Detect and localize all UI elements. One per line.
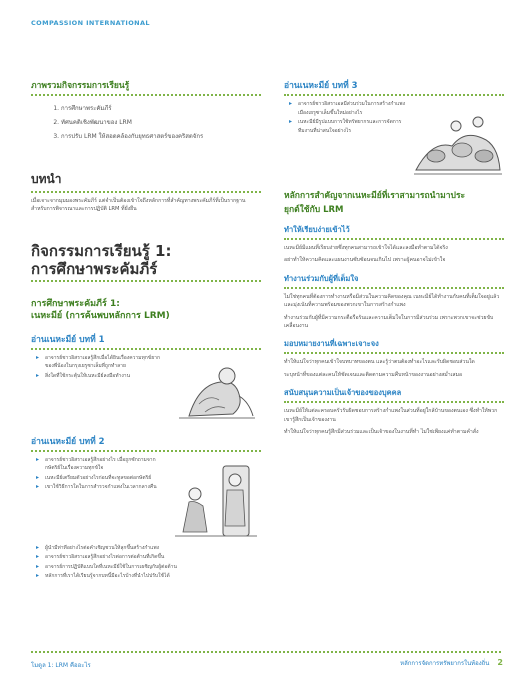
brand-header: COMPASSION INTERNATIONAL bbox=[31, 19, 150, 27]
footer-document-title: หลักการจัดการทรัพยากรในท้องถิ่น bbox=[400, 660, 490, 667]
section-divider bbox=[31, 94, 261, 96]
principle-text: เนหะมีย์ให้แต่ละครอบครัวรับผิดชอบการสร้างกำแพงในส่วนที่อยู่ใกล้บ้านของตนเอง ซึ่งทำให้พวกเขารู้สึกเป็นเจ้าของงาน bbox=[284, 408, 498, 423]
intro-text: เมื่อเจาะจากมุมมองพระคัมภีร์ แต่จำเป็นต้องเข้าใจถึงหลักการที่สำคัญทางพระคัมภีร์ที่เป็นรากฐานสำหรับการพิจารณาและการปฏิบัติ LRM ที่ยั่งยืน bbox=[31, 198, 246, 213]
objective-item: 2. ทัศนคติเชิงพัฒนาของ LRM bbox=[61, 116, 261, 130]
objectives-title: ภาพรวมกิจกรรมการเรียนรู้ bbox=[31, 81, 130, 91]
bible-study-title-line: การศึกษาพระคัมภีร์ 1: bbox=[31, 298, 120, 309]
section-divider bbox=[31, 450, 261, 452]
neh3-block bbox=[284, 100, 504, 180]
principles-title-line: ยุกต์ใช้กับ LRM bbox=[284, 205, 344, 215]
activity-title-line: กิจกรรมการเรียนรู้ 1: bbox=[31, 241, 172, 260]
neh1-title: อ่านเนหะมีย์ บทที่ 1 bbox=[31, 334, 105, 345]
section-divider bbox=[31, 191, 261, 193]
principle-text: เนหะมีย์มีแผนที่เรียบง่ายซึ่งทุกคนสามารถเข้าใจได้และลงมือทำตามได้จริง bbox=[284, 245, 448, 251]
intro-title: บทนำ bbox=[31, 172, 62, 186]
principle-text: ทำให้แน่ใจว่าทุกคนเข้าใจบทบาทของตน และรู้ว่าตนต้องทำอะไรและรับผิดชอบส่วนใด bbox=[284, 359, 475, 366]
section-divider bbox=[284, 238, 504, 240]
principles-title bbox=[284, 188, 504, 216]
neh2-questions-more bbox=[31, 544, 261, 581]
right-column bbox=[284, 78, 504, 436]
section-divider bbox=[284, 94, 504, 96]
neh1-block bbox=[31, 354, 261, 424]
section-divider bbox=[284, 401, 504, 403]
question-item: ▸ เนหะมีย์มีรูปแบบการใช้ทรัพยากรและการจัดการทีมงานที่น่าสนใจอย่างไร bbox=[298, 118, 406, 135]
section-divider bbox=[31, 280, 261, 282]
principle-text: ไม่ใช่ทุกคนที่ต้องการทำงานหรือมีส่วนในความคิดของคุณ เนหะมีย์ได้ทำงานกับคนที่เต็มใจอยู่แล้ว และมุ่งเน้นที่ความพร้อมของพวกเขาในการสร้างกำแพง bbox=[284, 293, 500, 309]
question-item: ▸ อาจารย์ชาวอิสราเอลรู้สึกอย่างไร เมื่อถูกซักถามจากกษัตริย์ในเรื่องความทุกข์ใจ bbox=[45, 456, 163, 473]
activity-title-line: การศึกษาพระคัมภีร์ bbox=[31, 259, 158, 278]
activity-title bbox=[31, 242, 261, 278]
principle-title: ทำงานร่วมกับผู้ที่เต็มใจ bbox=[284, 273, 359, 283]
question-item: ▸ อาจารย์ชาวอิสราเอลรู้สึกเมื่อได้ยินเรื่องความทุกข์ยากของพี่น้องในกรุงเยรูซาเล็มที่ถูกทำลาย bbox=[45, 354, 163, 371]
neh2-block bbox=[31, 456, 261, 544]
footer-module-label: โมดูล 1: LRM คืออะไร bbox=[31, 662, 91, 669]
bible-study-title-line: เนหะมีย์ (การค้นพบหลักการ LRM) bbox=[31, 310, 170, 321]
principle-text: อย่าทำให้ความคิดและแผนงานซับซ้อนจนเกินไป เพราะผู้คนอาจไม่เข้าใจ bbox=[284, 257, 446, 264]
principle-title: สนับสนุนความเป็นเจ้าของของบุคคล bbox=[284, 388, 402, 398]
principle-text: ทำงานร่วมกับผู้ที่มีความกระตือรือร้นและความเต็มใจในการมีส่วนร่วม เพราะพวกเขาจะช่วยขับเคลื่อนงาน bbox=[284, 314, 494, 330]
objective-item: 3. การปรับ LRM ให้สอดคล้องกับยุทธศาสตร์ของคริสตจักร bbox=[61, 130, 261, 144]
question-item: ▸ อาจารย์ชาวอิสราเอลรู้สึกอย่างไรต่อการต่อต้านที่เกิดขึ้น bbox=[45, 553, 261, 562]
question-item: ▸ เขาใช้วิธีการใดในการสำรวจกำแพงในเวลากลางคืน bbox=[45, 483, 163, 492]
section-divider bbox=[284, 287, 504, 289]
neh2-questions bbox=[31, 456, 163, 544]
question-item: ▸ สิ่งใดที่ใช้กระตุ้นให้เนหะมีย์ลงมือทำงาน bbox=[45, 372, 163, 381]
left-column bbox=[31, 78, 261, 582]
question-item: ▸ หลักการที่เราได้เรียนรู้จากบทนี้มีอะไรบ้างที่นำไปปรับใช้ได้ bbox=[45, 572, 261, 581]
neh3-title: อ่านเนหะมีย์ บทที่ 3 bbox=[284, 81, 358, 91]
section-divider bbox=[284, 352, 504, 354]
question-item: ▸ เนหะมีย์เตรียมตัวอย่างไรก่อนที่จะทูลขอต่อกษัตริย์ bbox=[45, 474, 163, 483]
principle-title: มอบหมายงานที่เฉพาะเจาะจง bbox=[284, 339, 379, 349]
section-divider bbox=[31, 348, 261, 350]
bible-study-title bbox=[31, 298, 261, 322]
principles-title-line: หลักการสำคัญจากเนหะมีย์ที่เราสามารถนำมาประ bbox=[284, 191, 466, 201]
neh3-questions bbox=[284, 100, 406, 180]
question-item: ▸ อาจารย์ชาวอิสราเอลมีส่วนร่วมในการสร้างกำแพงเมืองเยรูซาเล็มขึ้นใหม่อย่างไร bbox=[298, 100, 406, 117]
principle-text: ระบุหน้าที่ของแต่ละคนให้ชัดเจนและติดตามความคืบหน้าของงานอย่างสม่ำเสมอ bbox=[284, 371, 463, 378]
wall-builders-sketch bbox=[412, 100, 504, 180]
question-item: ▸ อาจารย์การปฏิบัติแบบใดที่เนหะมีย์ใช้ในการเผชิญกับผู้ต่อต้าน bbox=[45, 563, 261, 572]
question-item: ▸ ผู้นำมีท่าทีอย่างไรต่อคำเชิญชวนให้ลุกขึ้นสร้างกำแพง bbox=[45, 544, 261, 553]
principle-title: ทำให้เรียบง่ายเข้าไว้ bbox=[284, 225, 350, 234]
footer-divider bbox=[31, 651, 501, 653]
neh1-questions bbox=[31, 354, 163, 424]
page-number: 2 bbox=[497, 658, 503, 667]
neh2-title: อ่านเนหะมีย์ บทที่ 2 bbox=[31, 436, 105, 447]
kneeling-figure-sketch bbox=[169, 354, 261, 424]
footer-right bbox=[400, 658, 503, 668]
king-and-servant-sketch bbox=[169, 456, 261, 544]
principle-text: ทำให้แน่ใจว่าทุกคนรู้สึกมีส่วนร่วมและเป็นเจ้าของในงานที่ทำ ไม่ใช่เพียงแค่ทำตามคำสั่ง bbox=[284, 429, 479, 436]
objectives-list bbox=[31, 102, 261, 144]
objective-item: 1. การศึกษาพระคัมภีร์ bbox=[61, 102, 261, 116]
